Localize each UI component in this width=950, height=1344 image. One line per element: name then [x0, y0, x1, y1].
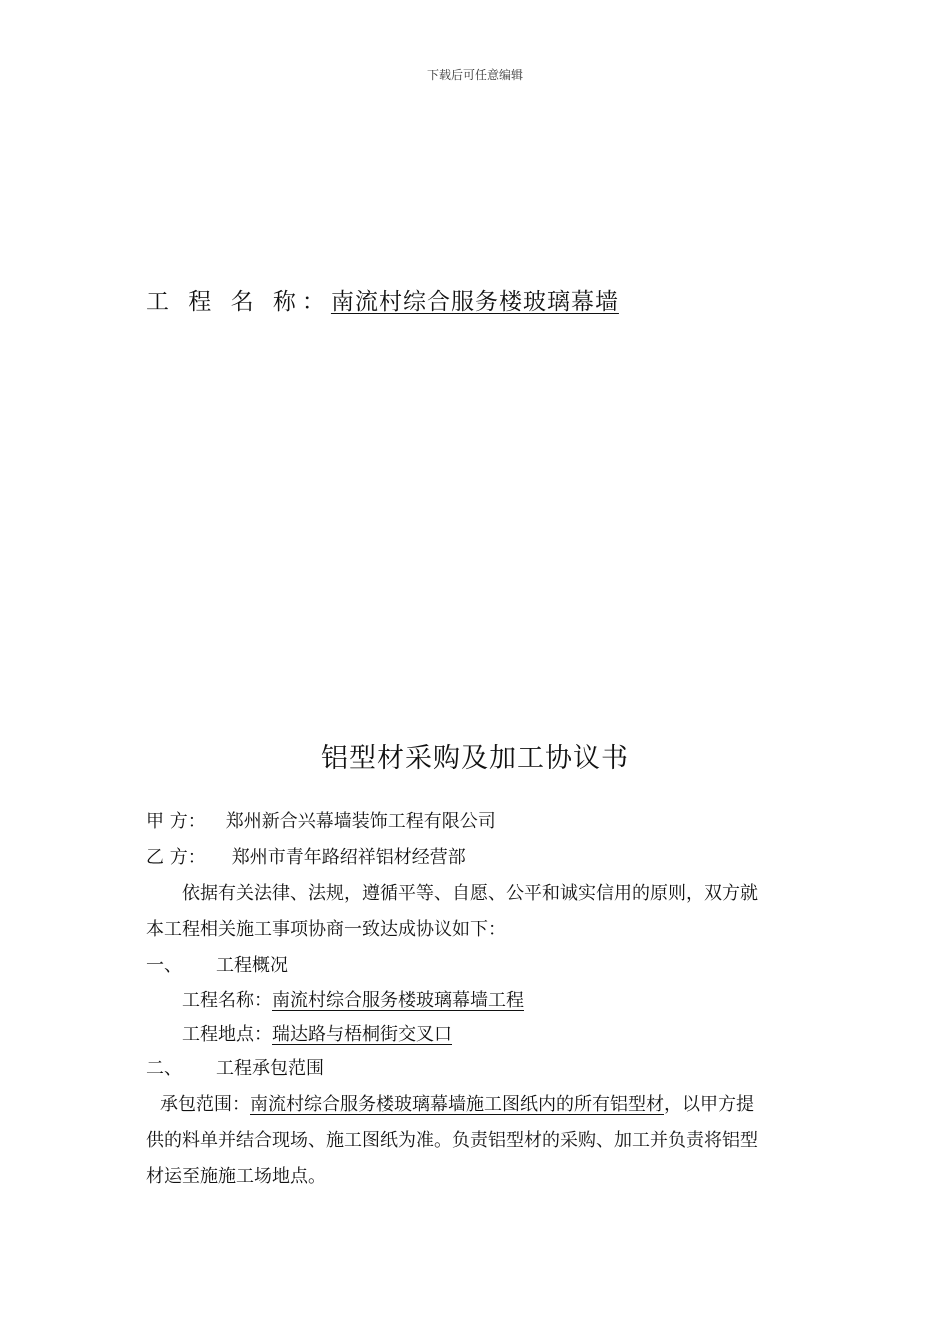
party-b-value: 郑州市青年路绍祥铝材经营部: [231, 847, 466, 868]
party-a-label: 甲 方：: [146, 811, 206, 832]
scope-line-2: 供的料单并结合现场、施工图纸为准。负责铝型材的采购、加工并负责将铝型: [146, 1130, 758, 1151]
intro-line-1: 依据有关法律、法规，遵循平等、自愿、公平和诚实信用的原则，双方就: [182, 883, 758, 904]
section-1-heading: [146, 954, 288, 978]
project-name-label: 工 程 名 称：: [146, 289, 331, 315]
project-name-value: 南流村综合服务楼玻璃幕墙: [330, 289, 619, 315]
project-name-field-value: 南流村综合服务楼玻璃幕墙工程: [272, 990, 524, 1011]
project-location-field: [182, 1023, 452, 1047]
header-note: 下载后可任意编辑: [426, 68, 523, 82]
section-2-title: 工程承包范围: [216, 1058, 324, 1079]
project-name-field-label: 工程名称：: [182, 990, 272, 1011]
project-name-line: [146, 283, 619, 316]
project-location-label: 工程地点：: [182, 1024, 272, 1045]
section-1-number: 一、: [146, 955, 182, 976]
scope-value: 南流村综合服务楼玻璃幕墙施工图纸内的所有铝型材: [250, 1094, 664, 1115]
section-1-title: 工程概况: [216, 955, 288, 976]
party-b-label: 乙 方：: [146, 847, 206, 868]
intro-line-2: 本工程相关施工事项协商一致达成协议如下：: [146, 919, 506, 940]
document-title: 铝型材采购及加工协议书: [321, 743, 629, 774]
scope-label: 承包范围：: [160, 1094, 250, 1115]
scope-line-1: [160, 1093, 754, 1117]
party-a-value: 郑州新合兴幕墙装饰工程有限公司: [225, 811, 496, 832]
section-2-heading: [146, 1057, 324, 1081]
scope-rest: ，以甲方提: [664, 1094, 754, 1115]
party-b-line: [146, 846, 466, 870]
project-name-field: [182, 989, 524, 1013]
party-a-line: [146, 810, 496, 834]
project-location-value: 瑞达路与梧桐街交叉口: [272, 1024, 452, 1045]
section-2-number: 二、: [146, 1058, 182, 1079]
scope-line-3: 材运至施施工场地点。: [146, 1166, 326, 1187]
